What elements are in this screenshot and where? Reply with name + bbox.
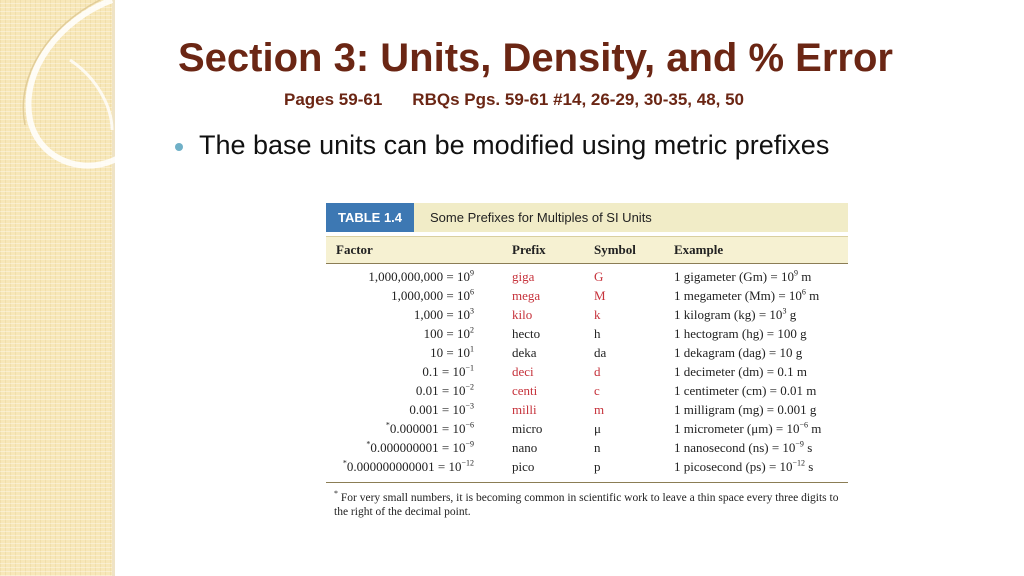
cell-example-exponent: 9 — [793, 268, 798, 278]
cell-example — [674, 288, 848, 304]
cell-factor-base: 0.000001 = 10 — [389, 420, 466, 436]
cell-factor-exponent: −12 — [461, 458, 474, 468]
table-row — [326, 419, 848, 438]
cell-example-unit: s — [803, 439, 813, 455]
cell-example-exponent: 6 — [801, 287, 806, 297]
cell-symbol: k — [594, 306, 601, 322]
cell-example — [674, 383, 848, 399]
footnote-text: For very small numbers, it is becoming common in scientific work to leave a thin space every three digits to the right of the decimal point. — [334, 492, 839, 518]
cell-factor-base: 1,000,000 = 10 — [391, 287, 470, 303]
cell-example-exponent: −12 — [792, 458, 806, 468]
cell-symbol: n — [594, 439, 601, 455]
cell-factor — [326, 459, 474, 475]
table-column-headers — [326, 236, 848, 264]
table-row — [326, 305, 848, 324]
cell-example-exponent: −6 — [799, 420, 809, 430]
cell-factor-star: * — [366, 439, 371, 449]
cell-prefix: giga — [512, 268, 535, 284]
cell-factor-base: 0.000000001 = 10 — [370, 439, 466, 455]
cell-factor-star: * — [342, 458, 347, 468]
cell-example-text: 1 megameter (Mm) = 10 — [674, 287, 802, 303]
cell-prefix: hecto — [512, 325, 541, 341]
cell-prefix: deka — [512, 344, 537, 360]
table-row — [326, 343, 848, 362]
footnote-asterisk: * — [334, 489, 338, 499]
cell-symbol: h — [594, 325, 601, 341]
table-footnote — [326, 483, 848, 519]
table-header — [326, 203, 848, 232]
cell-symbol: c — [594, 382, 600, 398]
cell-example-text: 1 centimeter (cm) = 0.01 m — [674, 382, 817, 398]
cell-example-text: 1 kilogram (kg) = 10 — [674, 306, 783, 322]
cell-factor — [326, 269, 474, 285]
header-example: Example — [674, 242, 724, 257]
cell-factor-base: 0.1 = 10 — [422, 363, 466, 379]
cell-example-text: 1 decimeter (dm) = 0.1 m — [674, 363, 807, 379]
decorative-swirl — [0, 0, 180, 200]
cell-example-exponent: 3 — [782, 306, 787, 316]
cell-factor-base: 10 = 10 — [430, 344, 470, 360]
cell-example — [674, 269, 848, 285]
cell-factor — [326, 288, 474, 304]
cell-example — [674, 345, 848, 361]
cell-example-text: 1 milligram (mg) = 0.001 g — [674, 401, 817, 417]
pages-reference: Pages 59-61 — [284, 90, 383, 109]
cell-example-unit: m — [808, 420, 822, 436]
cell-factor — [326, 364, 474, 380]
cell-example-exponent: −9 — [795, 439, 804, 449]
cell-example-text: 1 picosecond (ps) = 10 — [674, 458, 793, 474]
bullet-text: The base units can be modified using metric prefixes — [199, 130, 830, 160]
cell-factor-exponent: 1 — [470, 344, 474, 354]
cell-factor-star: * — [385, 420, 390, 430]
slide-subtitle — [284, 90, 744, 110]
cell-example-unit: m — [805, 287, 820, 303]
cell-example — [674, 421, 848, 437]
cell-factor-exponent: −9 — [465, 439, 474, 449]
cell-factor-base: 0.01 = 10 — [415, 382, 466, 398]
cell-symbol: M — [594, 287, 606, 303]
cell-symbol: μ — [594, 420, 601, 436]
cell-factor-exponent: −1 — [465, 363, 474, 373]
cell-factor-exponent: −6 — [465, 420, 474, 430]
cell-factor — [326, 440, 474, 456]
table-row — [326, 324, 848, 343]
cell-factor-exponent: 9 — [470, 268, 474, 278]
cell-prefix: mega — [512, 287, 541, 303]
cell-symbol: G — [594, 268, 604, 284]
slide-title: Section 3: Units, Density, and % Error — [178, 36, 893, 80]
cell-factor — [326, 402, 474, 418]
cell-factor — [326, 307, 474, 323]
cell-factor-exponent: 3 — [470, 306, 474, 316]
cell-example — [674, 307, 848, 323]
table-label: TABLE 1.4 — [326, 203, 414, 232]
table-row — [326, 381, 848, 400]
table-row — [326, 362, 848, 381]
cell-example-text: 1 dekagram (dag) = 10 g — [674, 344, 803, 360]
cell-example-text: 1 nanosecond (ns) = 10 — [674, 439, 796, 455]
cell-factor-base: 1,000 = 10 — [413, 306, 470, 322]
header-symbol: Symbol — [594, 242, 636, 257]
header-factor: Factor — [336, 242, 373, 257]
table-row — [326, 400, 848, 419]
cell-prefix: milli — [512, 401, 537, 417]
table-row — [326, 286, 848, 305]
cell-prefix: nano — [512, 439, 538, 455]
cell-symbol: da — [594, 344, 607, 360]
cell-symbol: m — [594, 401, 605, 417]
cell-factor-exponent: 2 — [470, 325, 474, 335]
cell-prefix: kilo — [512, 306, 533, 322]
cell-symbol: p — [594, 458, 601, 474]
cell-example-text: 1 gigameter (Gm) = 10 — [674, 268, 794, 284]
table-caption: Some Prefixes for Multiples of SI Units — [414, 203, 848, 232]
cell-factor-exponent: −3 — [465, 401, 474, 411]
cell-example-unit: g — [786, 306, 797, 322]
table-row — [326, 457, 848, 476]
header-prefix: Prefix — [512, 242, 546, 257]
cell-prefix: centi — [512, 382, 538, 398]
cell-example-text: 1 hectogram (hg) = 100 g — [674, 325, 807, 341]
cell-symbol: d — [594, 363, 601, 379]
cell-factor-base: 1,000,000,000 = 10 — [368, 268, 470, 284]
cell-example — [674, 402, 848, 418]
cell-factor — [326, 326, 474, 342]
cell-example-text: 1 micrometer (μm) = 10 — [674, 420, 800, 436]
table-body — [326, 264, 848, 476]
cell-factor — [326, 383, 474, 399]
cell-prefix: pico — [512, 458, 535, 474]
cell-factor-exponent: −2 — [465, 382, 474, 392]
table-row — [326, 438, 848, 457]
bullet-item — [175, 130, 829, 161]
cell-example-unit: m — [797, 268, 812, 284]
rbqs-reference: RBQs Pgs. 59-61 #14, 26-29, 30-35, 48, 50 — [412, 90, 745, 109]
table-row — [326, 267, 848, 286]
cell-factor — [326, 345, 474, 361]
cell-factor-exponent: 6 — [470, 287, 474, 297]
cell-example — [674, 326, 848, 342]
cell-factor-base: 0.001 = 10 — [409, 401, 466, 417]
cell-example — [674, 440, 848, 456]
cell-prefix: deci — [512, 363, 534, 379]
cell-prefix: micro — [512, 420, 543, 436]
si-prefix-table — [326, 203, 848, 519]
cell-factor-base: 100 = 10 — [423, 325, 470, 341]
cell-factor — [326, 421, 474, 437]
cell-example — [674, 459, 848, 475]
cell-example-unit: s — [805, 458, 814, 474]
cell-example — [674, 364, 848, 380]
bullet-dot-icon — [175, 143, 183, 151]
cell-factor-base: 0.000000000001 = 10 — [346, 458, 462, 474]
